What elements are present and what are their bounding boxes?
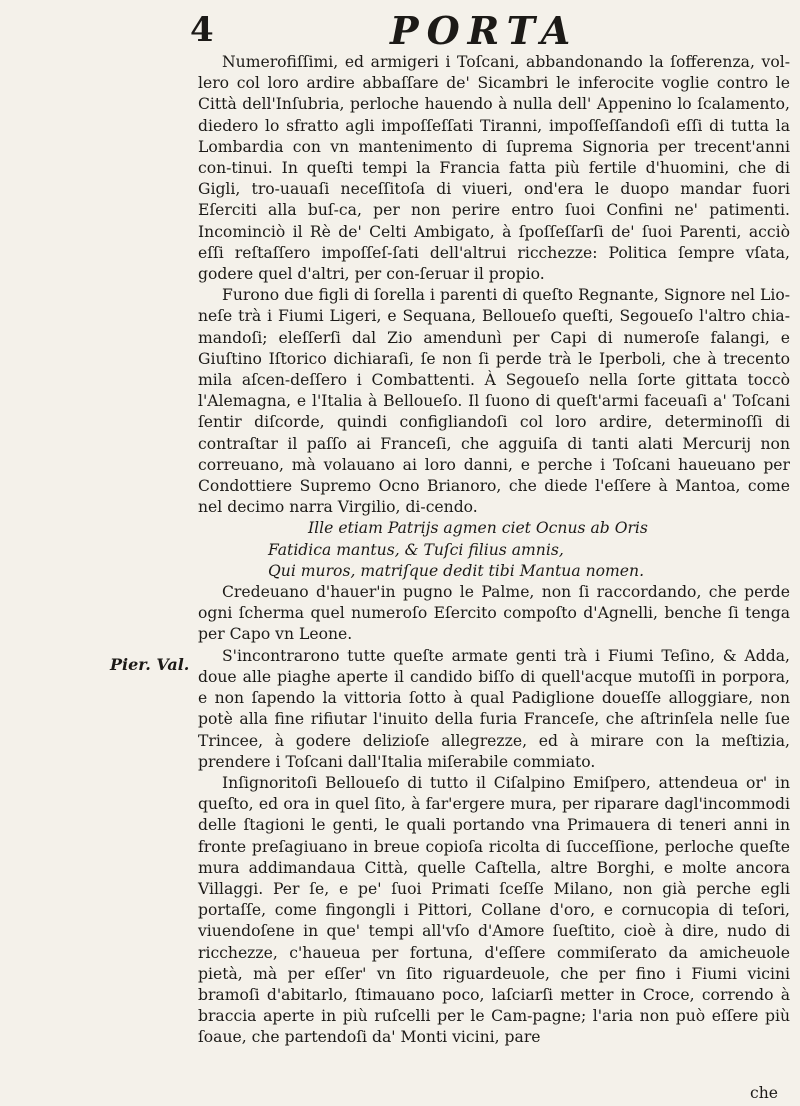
paragraph: S'incontrarono tutte queſte armate genti trà i Fiumi Teſino, & Adda, doue alle piaghe aperte il candido biſſo di quell'acque mutoſſi in porpora, e non ſapendo la vittoria ſotto à qual Padiglione doueſſe alloggiare, non potè alla fine rifiutar l'inuito della furia Franceſe, che aſtrinſela nelle ſue Trincee, à godere delizioſe allegrezze, ed à mirare con la meſtizia, prendere i Toſcani dall'Italia miſerabile commiato. xyxy=(198,646,790,771)
paragraph: Inſignoritoſi Belloueſo di tutto il Ciſalpino Emiſpero, attendeua or' in queſto, ed ora in quel ſito, à far'ergere mura, per riparare dagl'incommodi delle ſtagioni le genti, le quali portando vna Primauera di teneri anni in fronte preſagiuano in breue copioſa ricolta di ſucceſſione, perloche queſte mura addimandaua Città, quelle Caſtella, altre Borghi, e molte ancora Villaggi. Per ſe, e pe' ſuoi Primati ſceſſe Milano, non già perche egli portaſſe, come fingongli i Pittori, Collane d'oro, e cornucopia di teſori, viuendoſene in que' tempi all'vſo d'Amore ſueſtito, cioè à dire, nudo di ricchezze, c'haueua per fortuna, d'eſſere commiſerato da amicheuole pietà, mà per eſſer' vn ſito riguardeuole, che per fino i Fiumi vicini bramoſi d'abitarlo, ſtimauano poco, laſciarſi metter in Croce, correndo à braccia aperte in più ruſcelli per le Cam-pagne; l'aria non può eſſere più ſoaue, che partendoſi da' Monti vicini, pare xyxy=(198,773,790,1047)
verse-line: Ille etiam Patrijs agmen ciet Ocnus ab Oris xyxy=(308,519,648,538)
margin-note: Pier. Val. xyxy=(110,655,190,674)
body-text xyxy=(198,52,790,1102)
verse-line: Qui muros, matriſque dedit tibi Mantua nomen. xyxy=(268,561,645,580)
catchword: che xyxy=(750,1084,779,1102)
paragraph: Numerofiſſimi, ed armigeri i Toſcani, abbandonando la ſofferenza, vol-lero col loro ardire abbaſſare de' Sicambri le inferocite voglie contro le Città dell'Inſubria, perloche hauendo à nulla dell' Appenino lo ſcalamento, diedero lo sfratto agli impoſſeſſati Tiranni, impoſſeſſandoſi eſſi di tutta la Lombardia con vn mantenimento di ſuprema Signoria per trecent'anni con-tinui. In queſti tempi la Francia fatta più fertile d'huomini, che di Gigli, tro-uauaſi neceſſitoſa di viueri, ond'era le duopo mandar fuori Eſerciti alla buſ-ca, per non perire entro ſuoi Confini ne' patimenti. Incominciò il Rè de' Celti Ambigato, à ſpoſſeſſarſi de' ſuoi Parenti, acciò eſſi reſtaſſero impoſſeſ-ſati dell'altrui ricchezze: Politica ſempre vſata, godere quel d'altri, per con-ſeruar il propio. xyxy=(198,53,790,284)
verse-line: Fatidica mantus, & Tuſci filius amnis, xyxy=(268,540,564,559)
page-number: 4 xyxy=(190,10,214,50)
running-title: PORTA xyxy=(390,8,579,53)
paragraph: Credeuano d'hauer'in pugno le Palme, non ſi raccordando, che perde ogni ſcherma quel numeroſo Eſercito compoſto d'Agnelli, benche ſi tenga per Capo vn Leone. xyxy=(198,583,790,644)
paragraph: Furono due figli di ſorella i parenti di queſto Regnante, Signore nel Lio-neſe trà i Fiumi Ligeri, e Sequana, Belloueſo queſti, Segoueſo l'altro chia-mandoſi; eleſſerſi dal Zio amendunì per Capi di numeroſe falangi, e Giuſtino Iſtorico dichiaraſi, ſe non ſi perde trà le Iperboli, che à trecento mila aſcen-deſſero i Combattenti. À Segoueſo nella ſorte gittata toccò l'Alemagna, e l'Italia à Belloueſo. Il ſuono di queſt'armi faceuaſi a' Toſcani ſentir diſcorde, quindi configliandoſi col loro ardire, determinoſſi di contraſtar il paſſo ai Franceſi, che agguiſa di tanti alati Mercurij non correuano, mà volauano ai loro danni, e perche i Toſcani haueuano per Condottiere Supremo Ocno Brianoro, che diede l'eſſere à Mantoa, come nel decimo narra Virgilio, di-cendo. xyxy=(198,286,790,517)
